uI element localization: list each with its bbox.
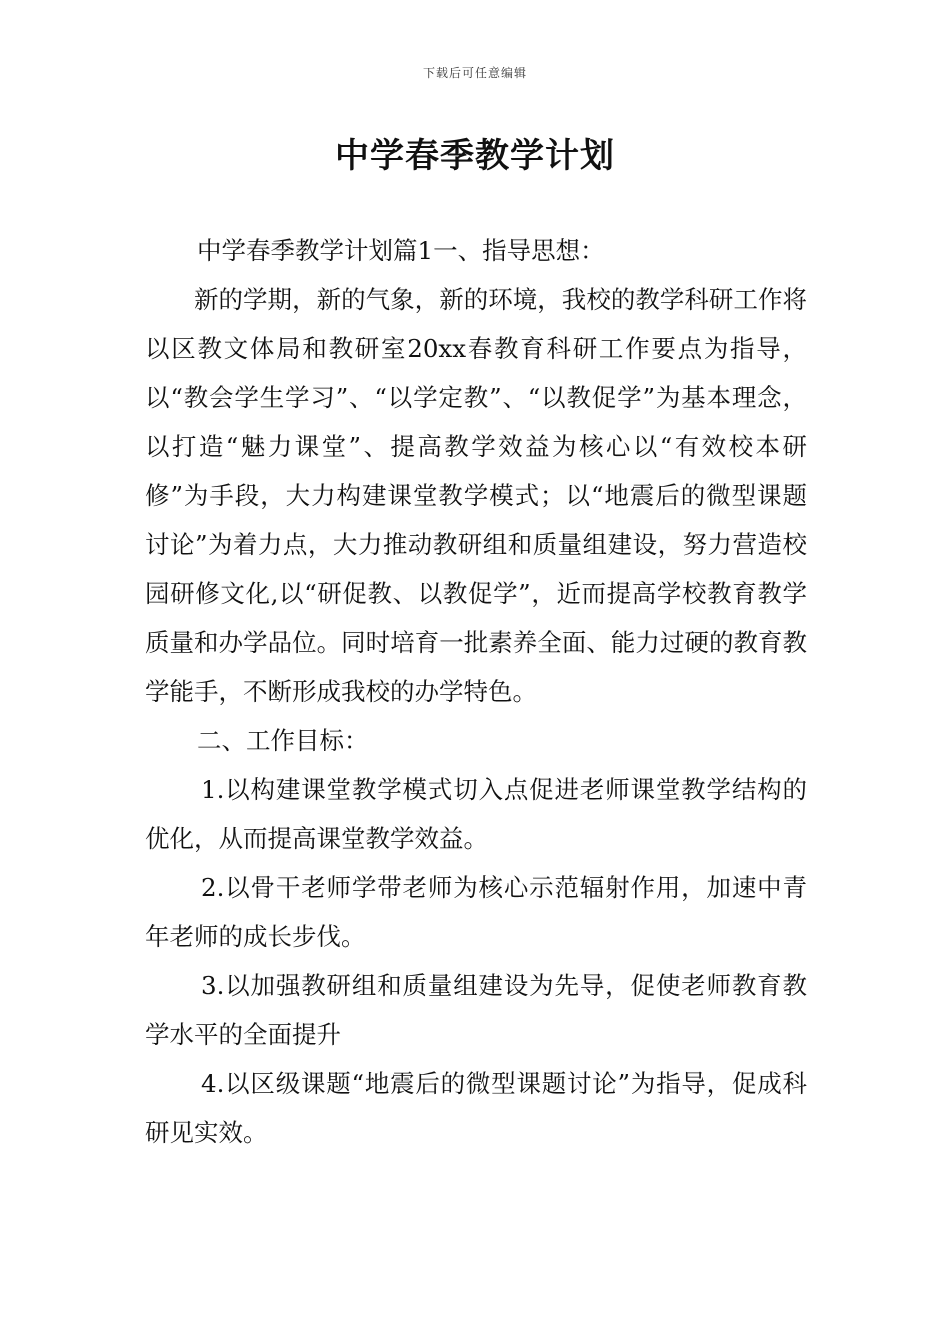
document-body: [145, 226, 807, 1157]
paragraph-goal-4: 4.以区级课题“地震后的微型课题讨论”为指导，促成科研见实效。: [145, 1069, 807, 1147]
paragraph-work-goals-heading: 二、工作目标：: [197, 726, 369, 755]
paragraph-guiding-thought: 新的学期，新的气象，新的环境，我校的教学科研工作将以区教文体局和教研室20xx春教育科研工作要点为指导，以“教会学生学习”、“以学定教”、“以教促学”为基本理念，以打造“魅力课堂”、提高教学效益为核心以“有效校本研修”为手段，大力构建课堂教学模式；以“地震后的微型课题讨论”为着力点，大力推动教研组和质量组建设，努力营造校园研修文化,以“研促教、以教促学”，近而提高学校教育教学质量和办学品位。同时培育一批素养全面、能力过硬的教育教学能手，不断形成我校的办学特色。: [145, 285, 807, 706]
paragraph-goal-2: 2.以骨干老师学带老师为核心示范辐射作用，加速中青年老师的成长步伐。: [145, 873, 807, 951]
document-title: 中学春季教学计划: [335, 136, 615, 176]
header-note: 下载后可任意编辑: [422, 66, 527, 80]
paragraph-goal-3: 3.以加强教研组和质量组建设为先导，促使老师教育教学水平的全面提升: [145, 971, 807, 1049]
paragraph-goal-1: 1.以构建课堂教学模式切入点促进老师课堂教学结构的优化，从而提高课堂教学效益。: [145, 775, 807, 853]
paragraph-intro: 中学春季教学计划篇1一、指导思想：: [197, 236, 605, 265]
